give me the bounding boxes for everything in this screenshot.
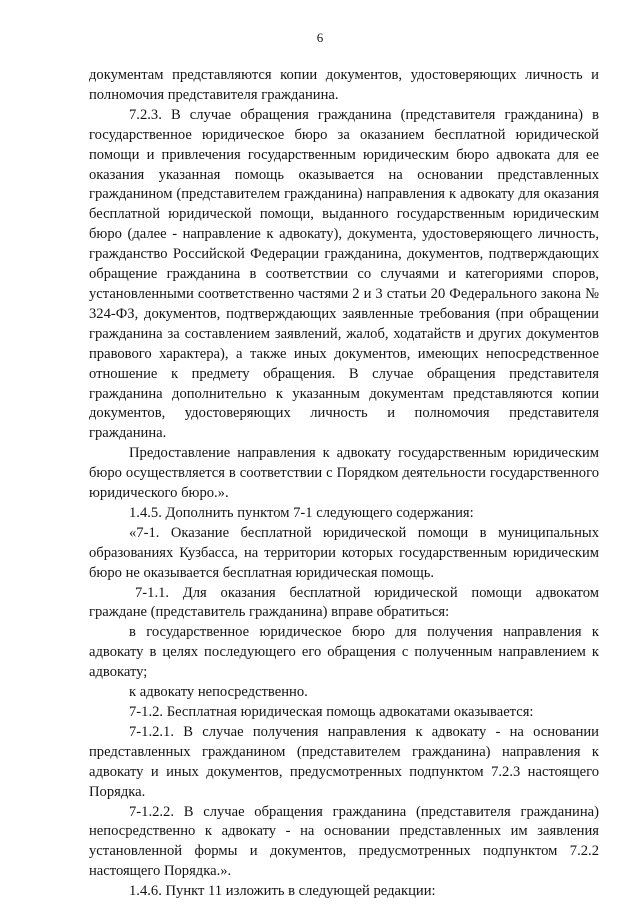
paragraph-option-bureau: в государственное юридическое бюро для получения направления к адвокату в целях последующего его обращения с полученным направлением к адвокату; (89, 624, 599, 681)
paragraph-7-1-1: 7-1.1. Для оказания бесплатной юридической помощи адвокатом граждане (представитель гражданина) вправе обратиться: (89, 584, 599, 621)
paragraph-direction-provision: Предоставление направления к адвокату государственным юридическим бюро осуществляется в соответствии с Порядком деятельности государственного юридического бюро.». (89, 445, 599, 502)
paragraph-option-direct: к адвокату непосредственно. (129, 684, 308, 701)
page-number: 6 (316, 30, 324, 45)
paragraph-7-1: «7-1. Оказание бесплатной юридической помощи в муниципальных образованиях Кузбасса, на территории которых государственным юридическим бюро не оказывается бесплатная юридическая помощь. (89, 524, 599, 581)
paragraph-7-1-2-2: 7-1.2.2. В случае обращения гражданина (представителя гражданина) непосредственно к адвокату - на основании представленных им заявления установленной формы и документов, предусмотренных подпунктом 7.2.2 настоящего Порядка.». (89, 803, 599, 880)
paragraph-1-4-6: 1.4.6. Пункт 11 изложить в следующей редакции: (129, 883, 436, 900)
paragraph-continuation: документам представляются копии документов, удостоверяющих личность и полномочия представителя гражданина. (89, 67, 599, 103)
paragraph-7-2-3: 7.2.3. В случае обращения гражданина (представителя гражданина) в государственное юридическое бюро за оказанием бесплатной юридической помощи и привлечения государственным юридическим бюро адвоката для ее оказания указанная помощь оказывается на основании представленных гражданином (представителем гражданина) направления к адвокату для оказания бесплатной юридической помощи, выданного государственным юридическим бюро (далее - направление к адвокату), документа, удостоверяющего личность, гражданство Российской Федерации гражданина, документов, подтверждающих обращение гражданина в соответствии со случаями и категориями споров, установленными соответственно частями 2 и 3 статьи 20 Федерального закона № 324-ФЗ, документов, подтверждающих заявленные требования (при обращении гражданина за составлением заявлений, жалоб, ходатайств и других документов правового характера), а также иных документов, имеющих непосредственное отношение к предмету обращения. В случае обращения представителя гражданина дополнительно к указанным документам представляются копии документов, удостоверяющих личность и полномочия представителя гражданина. (89, 106, 599, 442)
paragraph-1-4-5: 1.4.5. Дополнить пунктом 7-1 следующего содержания: (129, 504, 474, 521)
document-body (89, 66, 599, 902)
paragraph-7-1-2: 7-1.2. Бесплатная юридическая помощь адвокатами оказывается: (129, 704, 534, 720)
paragraph-7-1-2-1: 7-1.2.1. В случае получения направления к адвокату - на основании представленных гражданином (представителем гражданина) направления к адвокату и иных документов, предусмотренных подпунктом 7.2.3 настоящего Порядка. (89, 723, 599, 800)
